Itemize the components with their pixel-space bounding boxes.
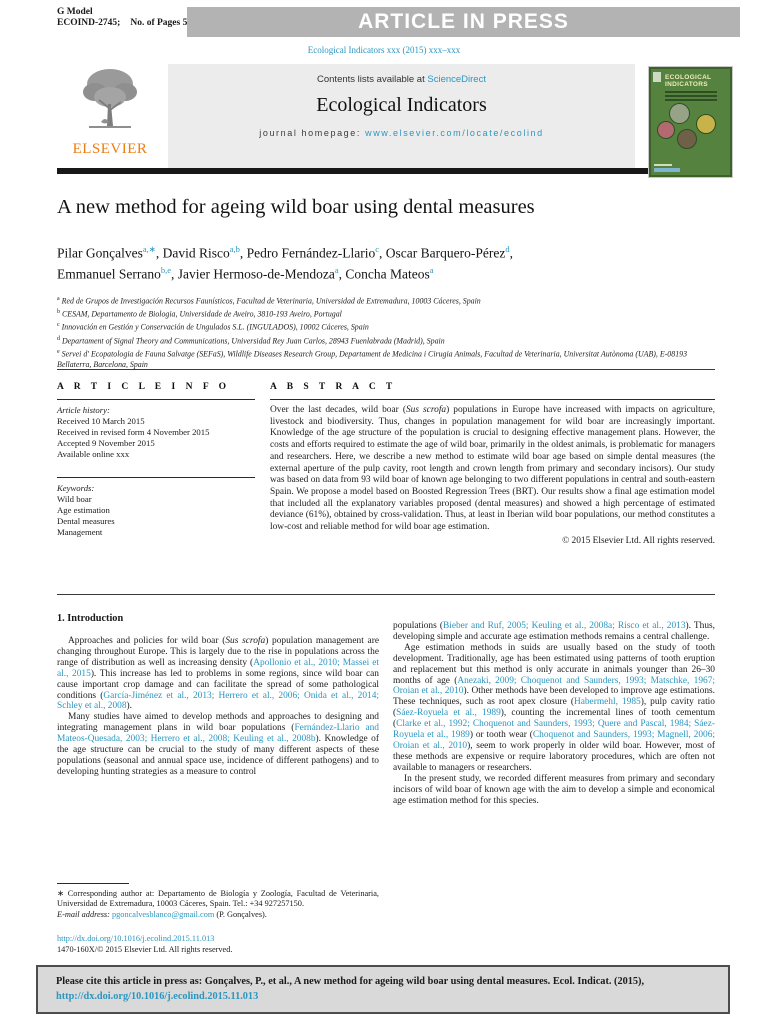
keyword-item: Wild boar (57, 494, 92, 504)
text-segment: ). Knowledge of the age structure can be crucial to the study of many different aspects of these populations (seasonal and annual space use, incidence of different pathogens) and to developing hunting strategies as a measure to control (57, 734, 379, 777)
homepage-line (168, 128, 635, 138)
text-segment: ∗ Corresponding author at: Departamento de Biología y Zoología, Facultad de Veterinaria, Universidad de Extremadura, 10003 Cáceres, Spain. Tel.: +34 927257150. (57, 888, 379, 909)
text-segment: Pilar Gonçalves (57, 245, 143, 261)
text-segment: Many studies have aimed to develop methods and approaches to designing and integrating management plans in wild boar populations ( (57, 712, 379, 734)
affiliation-marker: e (57, 348, 60, 355)
history-item: Received 10 March 2015 (57, 416, 145, 426)
text-segment: ), seem to work properly in older wild boar. However, most of these methods are expensive or require laboratory procedures, which are often not available to managers or researchers. (393, 740, 715, 773)
cover-footer-bar (654, 168, 680, 172)
text-segment: , Javier Hermoso-de-Mendoza (171, 266, 335, 282)
affiliation-marker: b (57, 309, 60, 316)
affiliation-item (57, 294, 717, 307)
journal-cover-thumbnail (648, 66, 733, 178)
text-segment: a (429, 265, 434, 275)
citation-link[interactable]: Bieber and Ruf, 2005; Keuling et al., 2008a; Risco et al., 2013 (442, 621, 686, 631)
history-item: Accepted 9 November 2015 (57, 438, 155, 448)
running-head: Ecological Indicators xxx (2015) xxx–xxx (307, 45, 461, 55)
affiliation-text: Servei d' Ecopatologia de Fauna Salvatge (SEFaS), Wildlife Diseases Research Group, Departament de Medicina i Cirugia Animals, Facultad de Veterinaria, Universitat Autònoma (UAB), E-08193 Bellaterra, Barcelona, Spain (57, 349, 688, 370)
text-segment: ), counting the incremental lines of tooth cementum ( (393, 708, 715, 730)
text-segment: a (334, 265, 339, 275)
keywords-label: Keywords: (57, 483, 95, 493)
affiliation-item (57, 307, 717, 320)
info-abstract-section (57, 382, 715, 546)
text-segment: Approaches and policies for wild boar ( (68, 636, 226, 646)
right-column (393, 621, 715, 955)
section-divider (57, 369, 715, 370)
history-item: Received in revised form 4 November 2015 (57, 427, 210, 437)
affiliation-text: Innovación en Gestión y Conservación de Ungulados S.L. (INGULADOS), 10002 Cáceres, Spain (61, 323, 369, 333)
section-divider (57, 594, 715, 595)
text-segment: ). (126, 701, 132, 712)
journal-header (57, 64, 733, 168)
pages-count: No. of Pages 5 (130, 18, 188, 28)
text-segment: ) population management are changing throughout Europe. This is largely due to the rise in populations across the range of distribution as well as increasing density ( (57, 636, 379, 668)
cover-photo-circle (669, 103, 690, 124)
citation-link[interactable]: Choquenot and Saunders, 1993; Magnell, 2006; Oroian et al., 2010 (393, 730, 715, 751)
homepage-label: journal homepage: (259, 128, 366, 138)
manuscript-id-line (57, 18, 187, 29)
g-model-label: G Model (57, 7, 93, 17)
cover-photo-circle (657, 121, 675, 139)
history-label: Article history: (57, 405, 110, 415)
text-segment: ), pulp cavity ratio ( (393, 697, 715, 719)
homepage-link[interactable]: www.elsevier.com/locate/ecolind (365, 128, 544, 138)
journal-banner-box (168, 64, 635, 168)
cover-title-line2: INDICATORS (665, 81, 708, 88)
text-segment: (P. Gonçalves). (214, 909, 267, 919)
abstract-heading: A B S T R A C T (270, 382, 397, 392)
citation-link[interactable]: pgoncalvesblanco@gmail.com (112, 909, 215, 919)
article-in-press-banner: ARTICLE IN PRESS (187, 7, 740, 37)
cover-title (665, 74, 711, 88)
affiliation-text: Departament of Signal Theory and Communications, Universidad Rey Juan Carlos, 28943 Fuenlabrada (Madrid), Spain (61, 336, 445, 346)
text-segment: , Oscar Barquero-Pérez (379, 245, 506, 261)
elsevier-tree-icon (79, 64, 141, 138)
affiliation-item (57, 347, 717, 371)
masthead (57, 6, 740, 37)
citation-link[interactable]: Fernández-Llario and Mateos-Quesada, 2003; Herrero et al., 2008; Keuling et al., 2008b (57, 723, 379, 745)
journal-title: Ecological Indicators (316, 94, 487, 116)
text-segment: Sus scrofa (405, 405, 447, 415)
text-segment: ). Other methods have been developed to improve age estimations. These techniques, such as root apex closure ( (393, 686, 715, 708)
footnote-rule (57, 883, 129, 884)
paragraph (393, 643, 715, 774)
text-segment: Over the last decades, wild boar ( (270, 405, 406, 415)
affiliation-marker: c (57, 322, 60, 329)
affiliation-item (57, 320, 717, 333)
left-column (57, 611, 379, 955)
footnote-block (57, 883, 379, 955)
affiliation-marker: d (57, 335, 60, 342)
citation-link[interactable]: Sáez-Royuela et al., 1989 (396, 708, 501, 719)
keyword-item: Age estimation (57, 505, 110, 515)
citation-link[interactable]: Apollonio et al., 2010; Massei et al., 2015 (57, 657, 380, 679)
citation-link[interactable]: Anezaki, 2009; Choquenot and Saunders, 1993; Matschke, 1967; Oroian et al., 2010 (393, 675, 715, 697)
keyword-item: Dental measures (57, 516, 115, 526)
email-note (57, 910, 379, 920)
divider (270, 399, 715, 400)
header-divider-bar (57, 168, 733, 174)
divider (57, 399, 255, 400)
contents-line (168, 74, 635, 85)
body-columns (57, 611, 715, 955)
author-list (57, 241, 717, 283)
paragraph (393, 621, 715, 643)
text-segment: ) or tooth wear ( (469, 730, 533, 741)
elsevier-wordmark: ELSEVIER (72, 141, 148, 157)
paragraph (57, 712, 379, 777)
paragraph (393, 774, 715, 807)
text-segment: ) populations in Europe have increased with impacts on agriculture, livestock and biodiversity. Thus, changes in population management for wild boar are increasingly important. Knowledge of the age structure of the population is crucial to designing effective management plans. However, the costs and efforts required to estimate the age of wild boar, primarily in the oldest animals, is problematic for managers and researchers. Here, we describe a new method to estimate wild boar age based on simple dental measures (the external aperture of the pulp cavity, root length and crown length from primary and secondary incisors). Our study was based on data from 93 wild boar of known age belonging to two different populations in central and south-eastern Spain. We propose a model based on Boosted Regression Trees (BRT). Our results show a final age estimation model that included all the explanatory variables proposed (dental measures) and showed a high percentage of estimated deviance (61%), obtained by cross-validation. Thus, at least in Iberian wild boar populations, our method constitutes a low-cost and reliable method for wild boar age estimation. (270, 405, 716, 533)
cover-photo-circle (696, 114, 716, 134)
text-segment: Sus scrofa (225, 636, 266, 646)
affiliation-text: CESAM, Departamento de Biologia, Universidade de Aveiro, 3810-193 Aveiro, Portugal (61, 309, 342, 319)
please-cite-box (36, 965, 730, 1014)
elsevier-logo (57, 64, 163, 168)
article-info-heading: A R T I C L E I N F O (57, 382, 231, 392)
g-model-block (57, 6, 187, 37)
copyright-line: © 2015 Elsevier Ltd. All rights reserved. (562, 535, 715, 546)
doi-block (57, 934, 379, 955)
cover-subtitle-lines (665, 91, 717, 103)
affiliation-text: Red de Grupos de Investigación Recursos Faunísticos, Facultad de Veterinaria, Universidad de Extremadura, 10003 Cáceres, Spain (61, 296, 481, 306)
citation-link[interactable]: Clarke et al., 1992; Choquenot and Saunders, 1993; Quere and Pascal, 1984; Sáez-Royuela et al., 1989 (393, 719, 715, 741)
text-segment: ). Thus, developing simple and accurate age estimation methods remains a central challenge. (393, 621, 715, 642)
corresponding-author-note (57, 889, 379, 910)
article-title: A new method for ageing wild boar using dental measures (57, 196, 535, 218)
issn-line: 1470-160X/© 2015 Elsevier Ltd. All rights reserved. (57, 944, 233, 954)
citation-link[interactable]: Habermehl, 1985 (573, 697, 641, 708)
doi-link[interactable]: http://dx.doi.org/10.1016/j.ecolind.2015.11.013 (57, 934, 215, 944)
keyword-item: Management (57, 527, 103, 537)
introduction-heading: 1. Introduction (57, 613, 124, 624)
cite-text (56, 976, 644, 1002)
text-segment: ). This increase has led to problems in some regions, since wild boar can cause important crop damage and can facilitate the spread of some pathological conditions ( (57, 668, 379, 701)
sciencedirect-link[interactable]: ScienceDirect (427, 74, 486, 85)
cover-footer-line (654, 164, 672, 166)
text-segment: Age estimation methods in suids are usually based on the study of tooth development. Traditionally, age has been estimated using patterns of tooth eruption and replacement but this method is only accurate in animals younger than 26–30 months of age ( (393, 642, 715, 686)
text-segment: Please cite this article in press as: Gonçalves, P., et al., A new method for ageing wild boar using dental measures. Ecol. Indicat. (2015), (56, 976, 645, 987)
text-segment: E-mail address: (57, 909, 112, 919)
contents-prefix: Contents lists available at (317, 74, 428, 85)
cover-photo-circle (677, 129, 697, 149)
text-segment: , Concha Mateos (338, 266, 430, 282)
text-segment: populations ( (393, 621, 443, 631)
abstract-column (270, 382, 715, 546)
text-segment: d (505, 244, 510, 254)
cover-logo-mark (653, 72, 661, 82)
text-segment: Emmanuel Serrano (57, 266, 161, 282)
citation-link[interactable]: http://dx.doi.org/10.1016/j.ecolind.2015.11.013 (56, 991, 259, 1002)
text-segment: , David Risco (155, 245, 230, 261)
affiliation-marker: a (57, 296, 60, 302)
text-segment: c (375, 244, 380, 254)
affiliation-item (57, 334, 717, 347)
text-segment: a,∗ (142, 244, 156, 254)
text-segment: , (509, 245, 513, 261)
citation-link[interactable]: García-Jiménez et al., 2013; Herrero et al., 2006; Onida et al., 2014; Schley et al., 2008 (57, 690, 379, 712)
divider (57, 477, 255, 478)
author-line-1 (57, 241, 717, 262)
paragraph (57, 636, 379, 712)
text-segment: b,e (160, 265, 171, 275)
affiliations (57, 294, 717, 371)
text-segment: a,b (229, 244, 240, 254)
article-info-column (57, 382, 262, 546)
text-segment: , Pedro Fernández-Llario (239, 245, 376, 261)
cover-title-line1: ECOLOGICAL (665, 74, 712, 81)
abstract-text (270, 405, 715, 534)
text-segment: In the present study, we recorded different measures from primary and secondary incisors of wild boar of known age with the aim to develop a simple and economical age estimation method for this species. (393, 773, 715, 806)
manuscript-id: ECOIND-2745; (57, 18, 121, 28)
history-item: Available online xxx (57, 449, 130, 459)
author-line-2 (57, 262, 717, 283)
